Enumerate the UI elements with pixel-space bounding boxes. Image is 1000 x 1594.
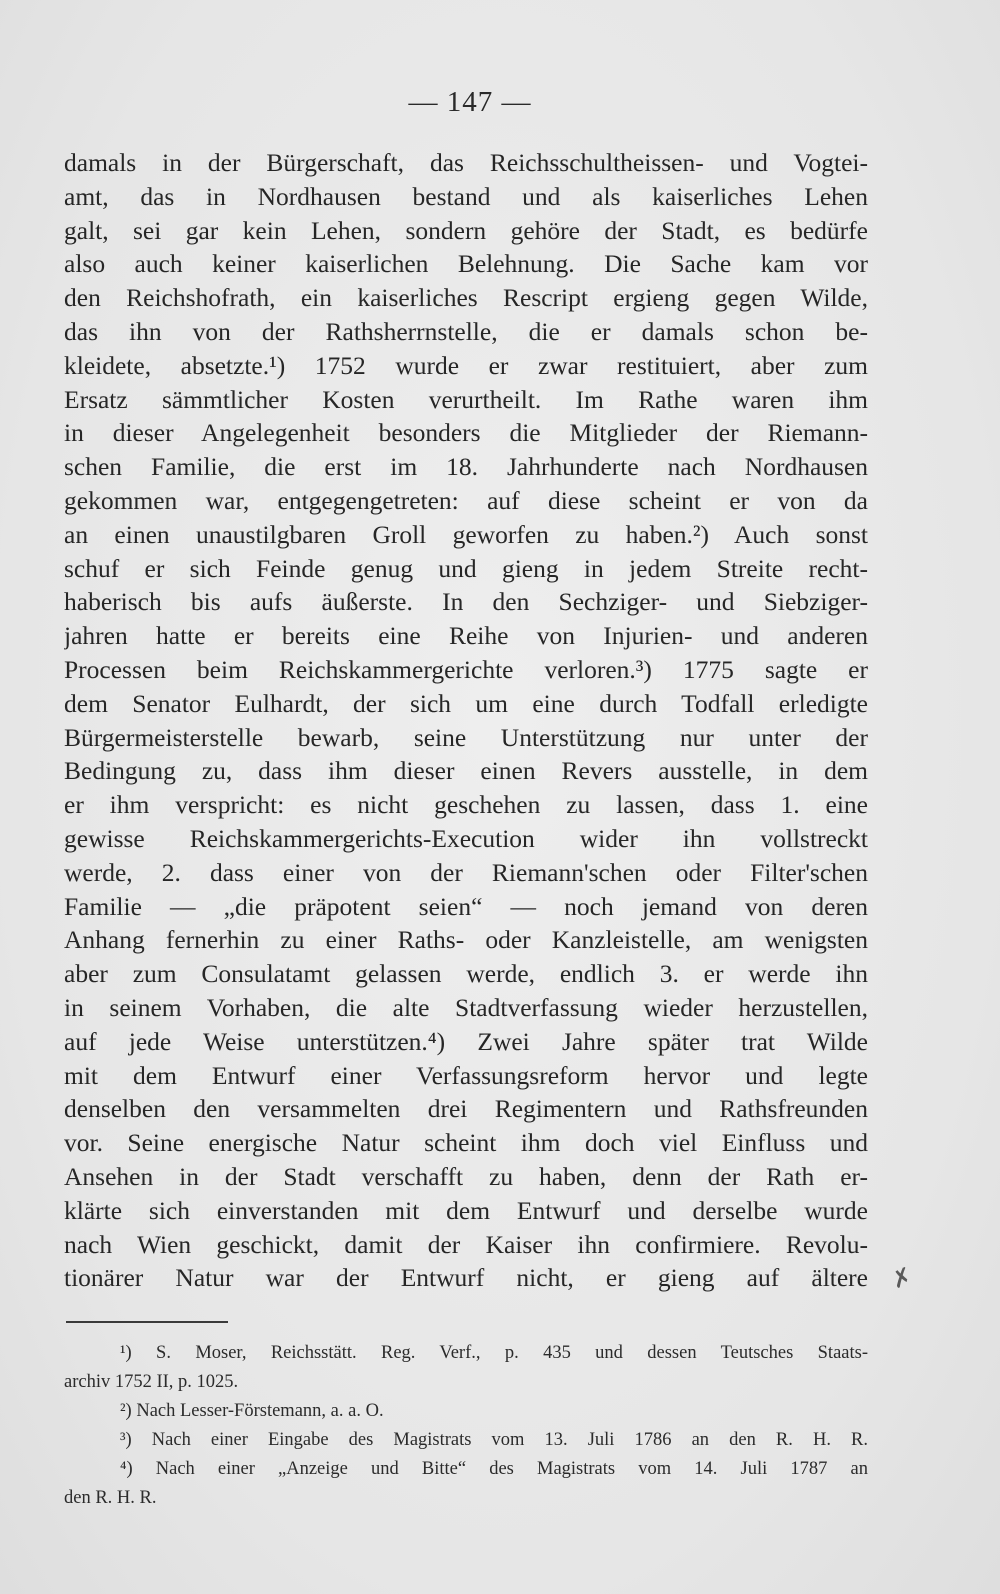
footnote-line: den R. H. R. xyxy=(64,1488,157,1508)
text-line: an einen unaustilgbaren Groll geworfen zu haben.²) Auch sonst xyxy=(64,519,868,549)
text-line: den Reichshofrath, ein kaiserliches Rescript ergieng gegen Wilde, xyxy=(64,283,868,313)
footnote-line: ⁴) Nach einer „Anzeige und Bitte“ des Magistrats vom 14. Juli 1787 an xyxy=(120,1459,868,1479)
text-line: in dieser Angelegenheit besonders die Mitglieder der Riemann- xyxy=(64,418,868,448)
text-line: aber zum Consulatamt gelassen werde, endlich 3. er werde ihn xyxy=(64,959,868,989)
text-line: amt, das in Nordhausen bestand und als kaiserliches Lehen xyxy=(64,181,868,211)
footnote-line: ²) Nach Lesser-Förstemann, a. a. O. xyxy=(120,1401,384,1421)
text-line: galt, sei gar kein Lehen, sondern gehöre der Stadt, es bedürfe xyxy=(64,215,868,245)
text-line: gewisse Reichskammergerichts-Execution wider ihn vollstreckt xyxy=(64,823,868,853)
footnote-line: ¹) S. Moser, Reichsstätt. Reg. Verf., p. 435 und dessen Teutsches Staats- xyxy=(120,1343,868,1363)
text-line: er ihm verspricht: es nicht geschehen zu lassen, dass 1. eine xyxy=(64,790,868,820)
text-line: also auch keiner kaiserlichen Belehnung. Die Sache kam vor xyxy=(64,249,868,279)
text-line: werde, 2. dass einer von der Riemann'schen oder Filter'schen xyxy=(64,857,868,887)
text-line: Bürgermeisterstelle bewarb, seine Unterstützung nur unter der xyxy=(64,722,868,752)
text-line: auf jede Weise unterstützen.⁴) Zwei Jahre später trat Wilde xyxy=(64,1026,868,1056)
text-line: das ihn von der Rathsherrnstelle, die er damals schon be- xyxy=(64,316,868,346)
text-line: mit dem Entwurf einer Verfassungsreform hervor und legte xyxy=(64,1060,868,1090)
text-line: in seinem Vorhaben, die alte Stadtverfassung wieder herzustellen, xyxy=(64,992,868,1022)
footnote-line: ³) Nach einer Eingabe des Magistrats vom 13. Juli 1786 an den R. H. R. xyxy=(120,1430,868,1450)
footnote-separator xyxy=(66,1321,228,1323)
body-text xyxy=(64,146,868,1295)
text-line: Ersatz sämmtlicher Kosten verurtheilt. Im Rathe waren ihm xyxy=(64,384,868,414)
text-line: Processen beim Reichskammergerichte verloren.³) 1775 sagte er xyxy=(64,654,868,684)
text-line: denselben den versammelten drei Regimentern und Rathsfreunden xyxy=(64,1094,868,1124)
text-line: nach Wien geschickt, damit der Kaiser ihn confirmiere. Revolu- xyxy=(64,1229,868,1259)
text-line: dem Senator Eulhardt, der sich um eine durch Todfall erledigte xyxy=(64,688,868,718)
text-line: vor. Seine energische Natur scheint ihm doch viel Einfluss und xyxy=(64,1128,868,1158)
text-line: Ansehen in der Stadt verschafft zu haben, denn der Rath er- xyxy=(64,1161,868,1191)
text-line: tionärer Natur war der Entwurf nicht, er gieng auf ältere xyxy=(64,1263,868,1293)
footnotes xyxy=(64,1339,868,1513)
text-line: schuf er sich Feinde genug und gieng in jedem Streite recht- xyxy=(64,553,868,583)
text-line: damals in der Bürgerschaft, das Reichsschultheissen- und Vogtei- xyxy=(64,148,868,177)
text-line: Bedingung zu, dass ihm dieser einen Revers ausstelle, in dem xyxy=(64,756,868,786)
page-number: — 147 — xyxy=(408,86,532,118)
text-line: Familie — „die präpotent seien“ — noch jemand von deren xyxy=(64,891,868,921)
margin-annotation-mark: ✗ xyxy=(888,1263,917,1295)
text-line: schen Familie, die erst im 18. Jahrhunderte nach Nordhausen xyxy=(64,452,868,482)
text-line: haberisch bis aufs äußerste. In den Sechziger- und Siebziger- xyxy=(64,587,868,617)
footnote-line: archiv 1752 II, p. 1025. xyxy=(64,1372,239,1392)
text-line: Anhang fernerhin zu einer Raths- oder Kanzleistelle, am wenigsten xyxy=(64,925,868,955)
text-line: kleidete, absetzte.¹) 1752 wurde er zwar restituiert, aber zum xyxy=(64,350,868,380)
text-line: klärte sich einverstanden mit dem Entwurf und derselbe wurde xyxy=(64,1195,868,1225)
text-line: gekommen war, entgegengetreten: auf diese scheint er von da xyxy=(64,485,868,515)
text-line: jahren hatte er bereits eine Reihe von Injurien- und anderen xyxy=(64,621,868,651)
